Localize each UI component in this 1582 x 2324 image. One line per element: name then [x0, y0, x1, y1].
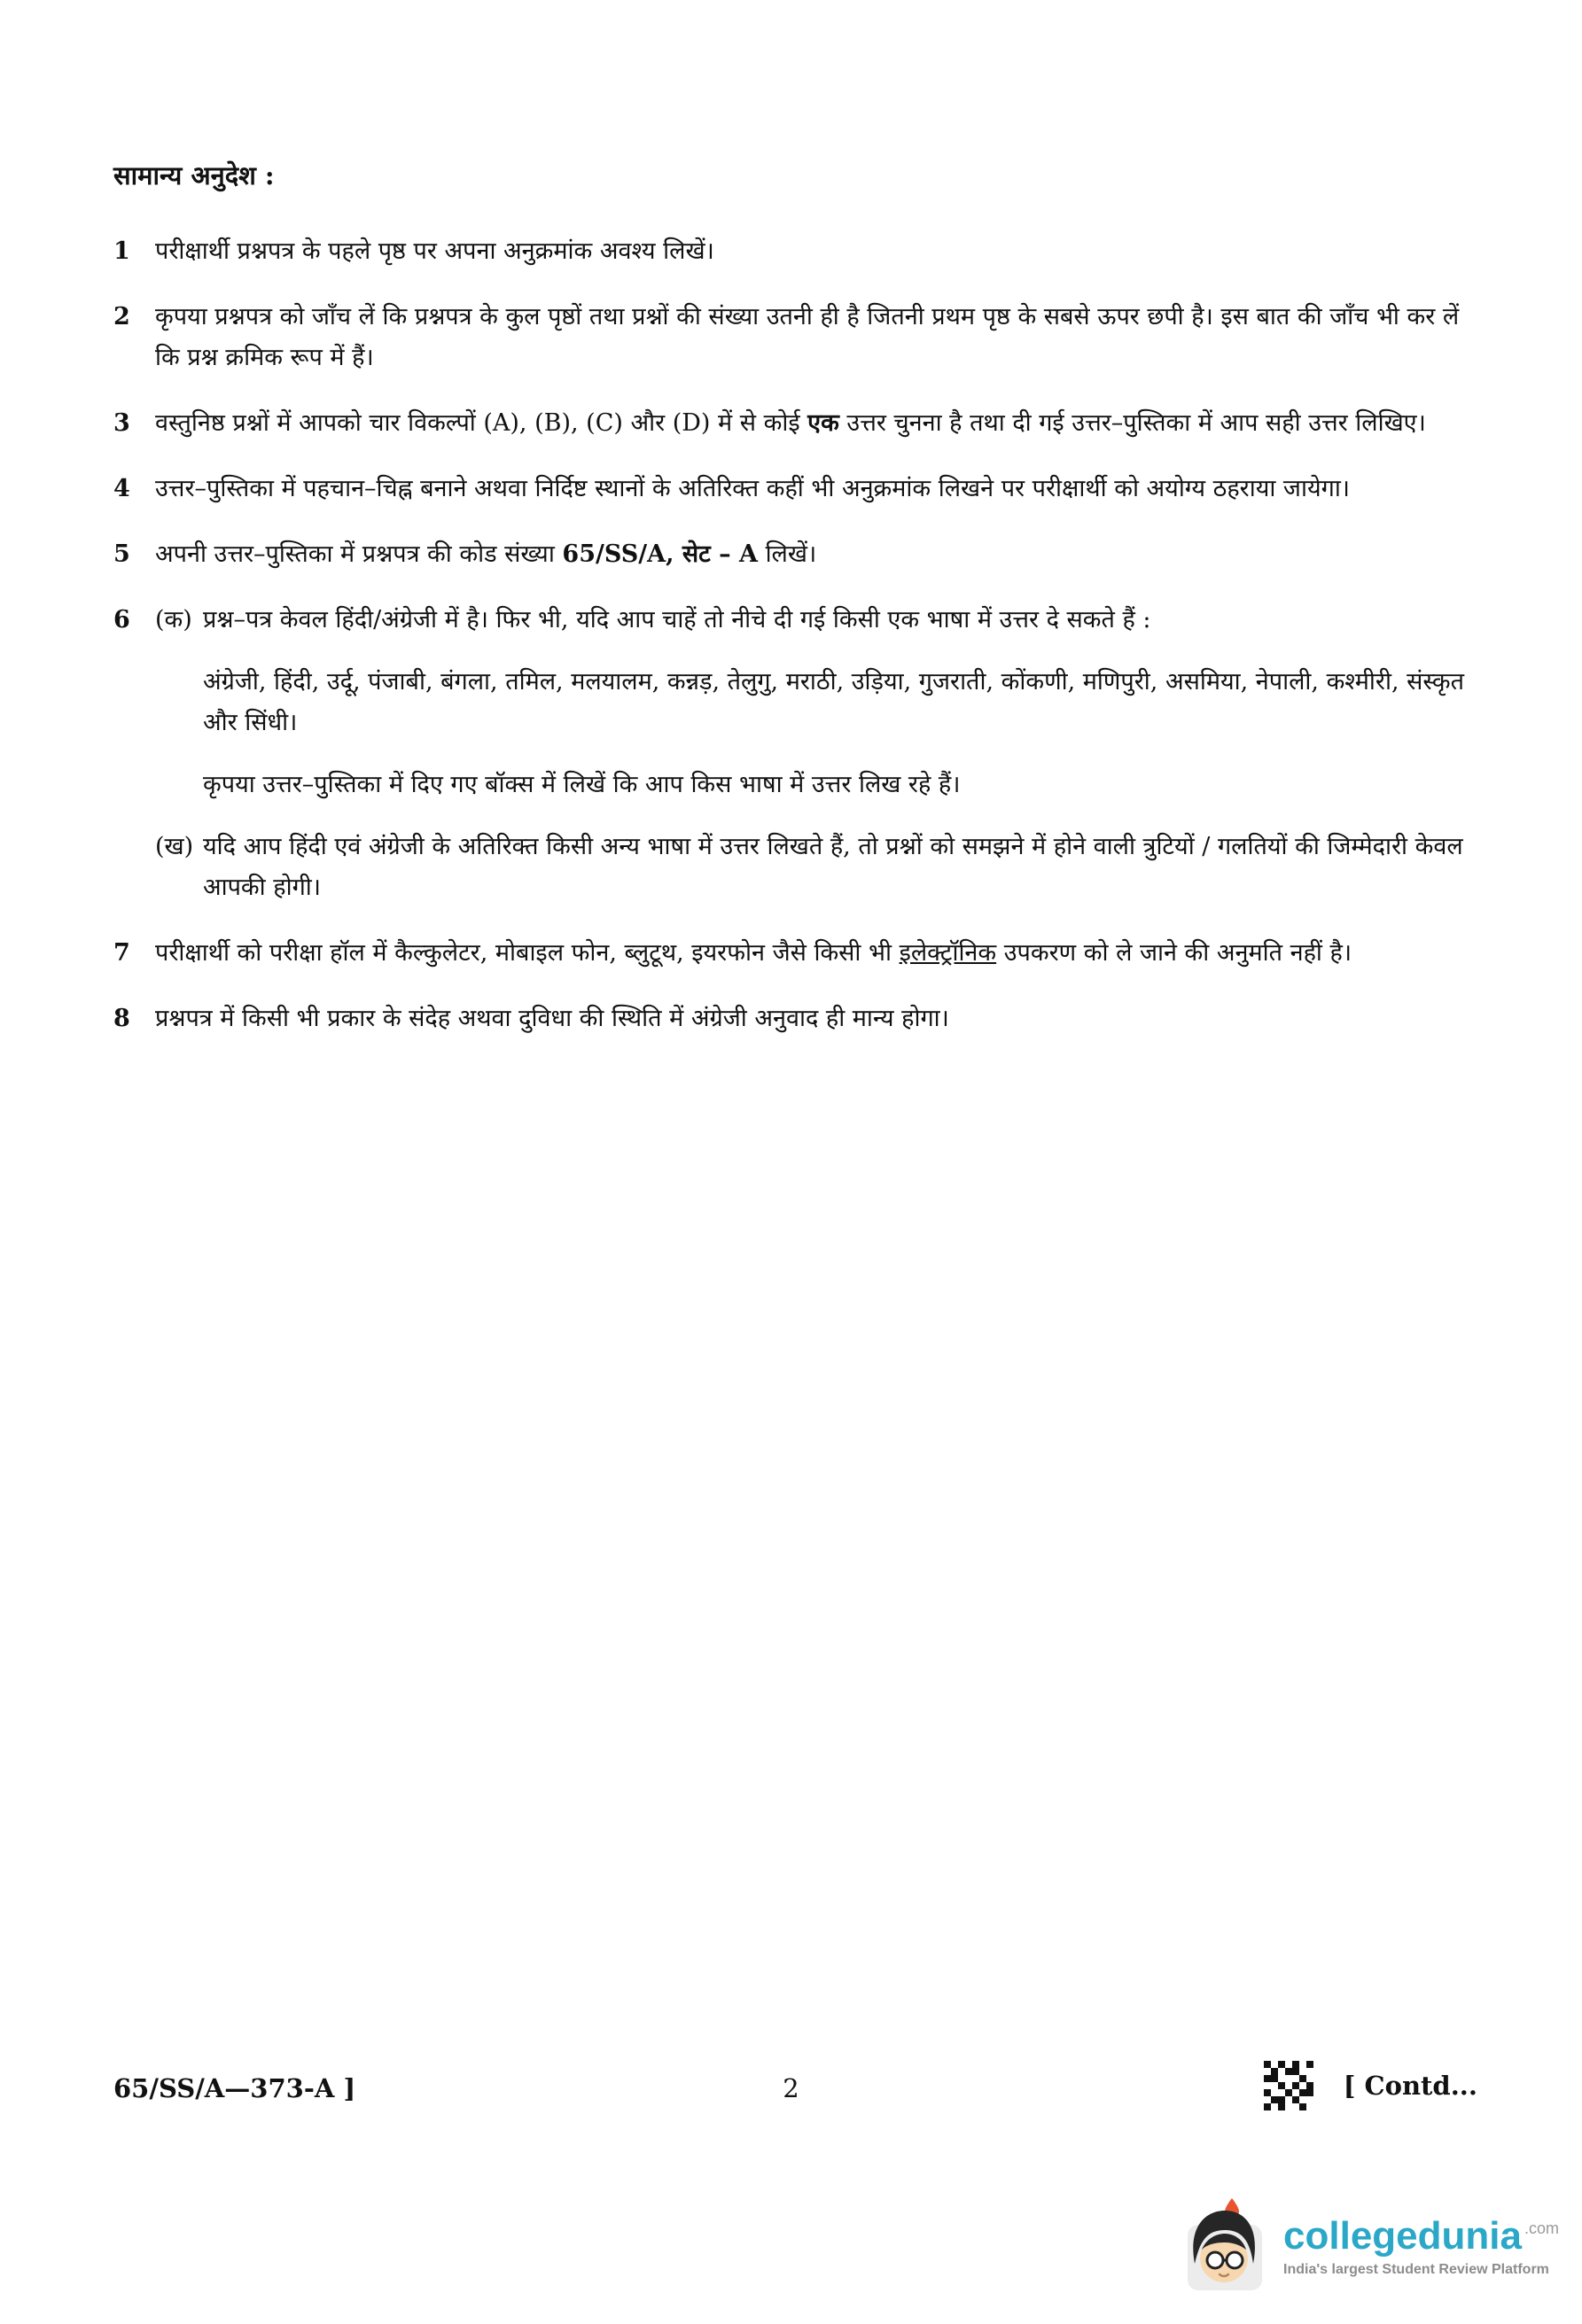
text-segment: उपकरण को ले जाने की अनुमति नहीं है। [996, 939, 1352, 967]
instruction-text [155, 933, 1477, 974]
contd-label: [ Contd... [1343, 2071, 1477, 2101]
bold-text-segment: एक [807, 409, 839, 437]
barcode-image [1264, 2061, 1313, 2110]
brand-domain: .com [1524, 2219, 1559, 2237]
sub-item-label: (ख) [155, 833, 194, 860]
paper-code-footer: 65/SS/A—373-A ] [113, 2073, 356, 2103]
instruction-text: प्रश्नपत्र में किसी भी प्रकार के संदेह अथवा दुविधा की स्थिति में अंग्रेजी अनुवाद ही मान्य होगा। [155, 1005, 949, 1032]
languages-list-text: अंग्रेजी, हिंदी, उर्दू, पंजाबी, बंगला, तमिल, मलयालम, कन्नड़, तेलुगु, मराठी, उड़िया, गुजराती, कोंकणी, मणिपुरी, असमिया, नेपाली, कश्मीरी, संस्कृत और सिंधी। [203, 668, 1464, 736]
underlined-text-segment: इलेक्ट्रॉनिक [899, 939, 997, 967]
instruction-body [155, 403, 1477, 444]
instruction-item-4 [113, 469, 1477, 509]
collegedunia-watermark [1177, 2195, 1559, 2299]
text-segment: लिखें। [757, 540, 817, 568]
text-segment: उत्तर चुनना है तथा दी गई उत्तर–पुस्तिका में आप सही उत्तर लिखिए। [838, 409, 1426, 437]
instruction-number: 1 [113, 237, 130, 265]
instruction-body [155, 469, 1477, 509]
instructions-section [113, 158, 1477, 1064]
sub-item-label: (क) [155, 606, 192, 633]
sub-item-text: प्रश्न–पत्र केवल हिंदी/अंग्रेजी में है। फिर भी, यदि आप चाहें तो नीचे दी गई किसी एक भाषा में उत्तर दे सकते हैं : [203, 606, 1151, 633]
instruction-item-8 [113, 999, 1477, 1039]
instruction-body [155, 600, 1477, 908]
instruction-number: 7 [113, 939, 130, 967]
brand-name: collegedunia [1283, 2213, 1522, 2258]
sub-item-body [203, 600, 1477, 805]
instruction-number: 4 [113, 475, 130, 502]
instruction-number: 6 [113, 606, 130, 633]
text-segment: वस्तुनिष्ठ प्रश्नों में आपको चार विकल्पों (A), (B), (C) और (D) में से कोई [155, 409, 808, 437]
collegedunia-mascot-icon [1177, 2195, 1269, 2299]
instruction-number: 2 [113, 303, 130, 330]
instruction-body [155, 933, 1477, 974]
collegedunia-logo-text [1283, 2213, 1559, 2278]
instruction-item-7 [113, 933, 1477, 974]
instruction-item-5 [113, 534, 1477, 575]
brand-line [1283, 2213, 1559, 2258]
language-box-note: कृपया उत्तर–पुस्तिका में दिए गए बॉक्स में लिखें कि आप किस भाषा में उत्तर लिख रहे हैं। [203, 771, 961, 798]
general-instructions-heading: सामान्य अनुदेश : [113, 160, 275, 190]
instruction-item-1 [113, 231, 1477, 272]
instruction-body [155, 297, 1477, 378]
sub-item-body [203, 827, 1477, 908]
page-number: 2 [783, 2073, 799, 2103]
instruction-body [155, 999, 1477, 1039]
instruction-number: 3 [113, 409, 130, 437]
instruction-body [155, 231, 1477, 272]
instruction-item-6 [113, 600, 1477, 908]
instruction-item-2 [113, 297, 1477, 378]
text-segment: परीक्षार्थी को परीक्षा हॉल में कैल्कुलेटर, मोबाइल फोन, ब्लुटूथ, इयरफोन जैसे किसी भी [155, 939, 900, 967]
footer-right-group [1264, 2061, 1477, 2110]
instruction-text: परीक्षार्थी प्रश्नपत्र के पहले पृष्ठ पर अपना अनुक्रमांक अवश्य लिखें। [155, 237, 714, 265]
instruction-text [155, 403, 1477, 444]
instruction-number: 5 [113, 540, 130, 568]
sub-item-text: यदि आप हिंदी एवं अंग्रेजी के अतिरिक्त किसी अन्य भाषा में उत्तर लिखते हैं, तो प्रश्नों को समझने में होने वाली त्रुटियों / गलतियों की जिम्मेदारी केवल आपकी होगी। [203, 833, 1463, 901]
brand-tagline: India's largest Student Review Platform [1283, 2262, 1549, 2278]
instruction-item-3 [113, 403, 1477, 444]
instruction-text: उत्तर–पुस्तिका में पहचान–चिह्न बनाने अथवा निर्दिष्ट स्थानों के अतिरिक्त कहीं भी अनुक्रमांक लिखने पर परीक्षार्थी को अयोग्य ठहराया जायेगा। [155, 475, 1351, 502]
instruction-number: 8 [113, 1005, 130, 1032]
instruction-text: कृपया प्रश्नपत्र को जाँच लें कि प्रश्नपत्र के कुल पृष्ठों तथा प्रश्नों की संख्या उतनी ही है जितनी प्रथम पृष्ठ के सबसे ऊपर छपी है। इस बात की जाँच भी कर लें कि प्रश्न क्रमिक रूप में हैं। [155, 303, 1460, 371]
instruction-body [155, 534, 1477, 575]
sub-item-ka [155, 600, 1477, 805]
instruction-text [155, 534, 1477, 575]
text-segment: अपनी उत्तर–पुस्तिका में प्रश्नपत्र की कोड संख्या [155, 540, 563, 568]
paper-code-text: 65/SS/A, सेट – A [562, 540, 758, 568]
sub-item-kha [155, 827, 1477, 908]
